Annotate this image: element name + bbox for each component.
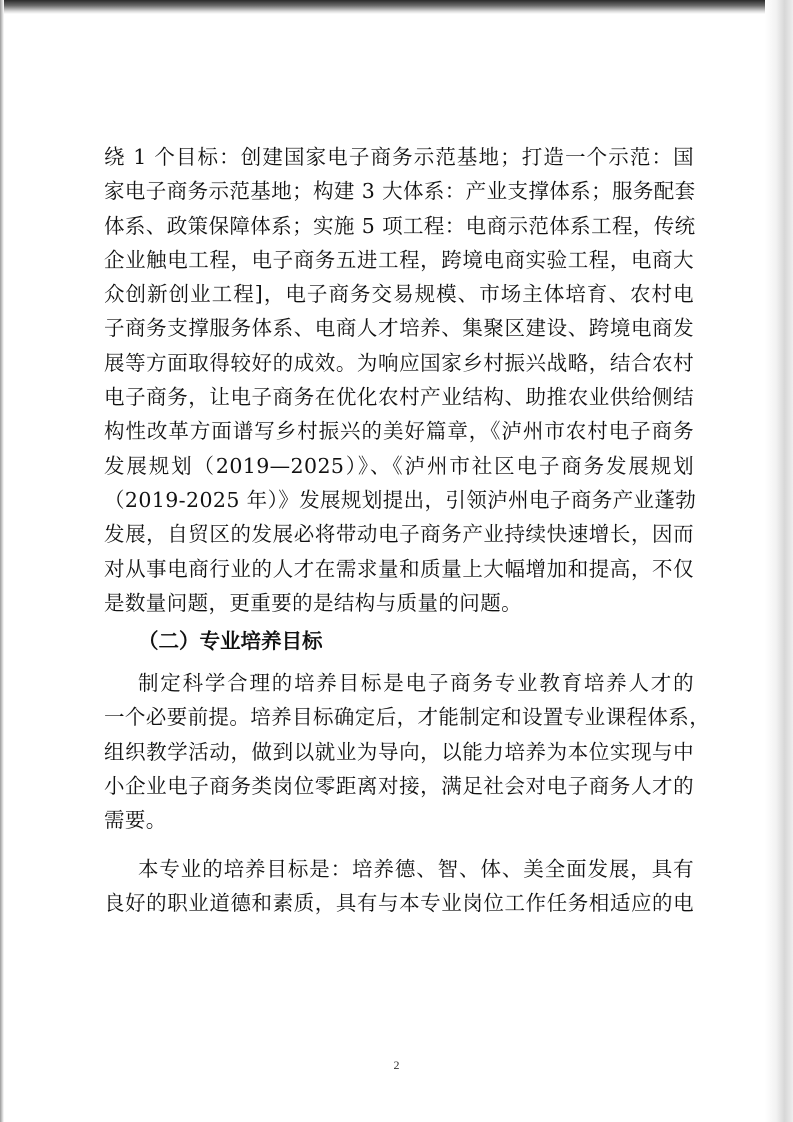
- text-line: 展等方面取得较好的成效。为响应国家乡村振兴战略，结合农村: [104, 350, 694, 375]
- scan-edge-top: [0, 0, 793, 14]
- paragraph-1: [104, 140, 697, 620]
- page-number: 2: [393, 1058, 400, 1072]
- paragraph-2: [104, 666, 711, 837]
- text-line: 家电子商务示范基地；构建 3 大体系：产业支撑体系；服务配套: [104, 179, 696, 204]
- text-line: 构性改革方面谱写乡村振兴的美好篇章，《泸州市农村电子商务: [104, 419, 694, 444]
- document-body: [104, 140, 711, 920]
- text-line: 电子商务，让电子商务在优化农村产业结构、助推农业供给侧结: [104, 385, 694, 410]
- scan-edge-left: [0, 0, 4, 1122]
- text-line: 绕 1 个目标：创建国家电子商务示范基地；打造一个示范：国: [104, 145, 694, 169]
- text-line: 需要。: [104, 808, 167, 833]
- text-line: 是数量问题，更重要的是结构与质量的问题。: [104, 590, 522, 615]
- text-line: 一个必要前提。培养目标确定后，才能制定和设置专业课程体系，: [104, 705, 711, 730]
- paragraph-3: [104, 852, 694, 921]
- text-line: 小企业电子商务类岗位零距离对接，满足社会对电子商务人才的: [104, 774, 694, 799]
- text-line: 本专业的培养目标是：培养德、智、体、美全面发展，具有: [138, 856, 694, 881]
- text-line: 众创新创业工程]，电子商务交易规模、市场主体培育、农村电: [104, 282, 694, 307]
- text-line: 制定科学合理的培养目标是电子商务专业教育培养人才的: [138, 671, 694, 696]
- text-line: 发展规划（2019—2025）》、《泸州市社区电子商务发展规划: [104, 453, 694, 478]
- text-line: 组织教学活动，做到以就业为导向，以能力培养为本位实现与中: [104, 739, 694, 764]
- scan-edge-right: [765, 0, 793, 1122]
- text-line: 体系、政策保障体系；实施 5 项工程：电商示范体系工程，传统: [104, 213, 696, 238]
- text-line: 子商务支撑服务体系、电商人才培养、集聚区建设、跨境电商发: [104, 316, 694, 341]
- text-line: 企业触电工程，电子商务五进工程，跨境电商实验工程，电商大: [104, 247, 694, 272]
- text-line: 发展，自贸区的发展必将带动电子商务产业持续快速增长，因而: [104, 522, 694, 547]
- text-line: 良好的职业道德和素质，具有与本专业岗位工作任务相适应的电: [104, 890, 694, 915]
- text-line: （2019-2025 年）》发展规划提出，引领泸州电子商务产业蓬勃: [104, 487, 697, 512]
- text-line: 对从事电商行业的人才在需求量和质量上大幅增加和提高，不仅: [104, 556, 694, 581]
- section-heading: （二）专业培养目标: [138, 629, 323, 654]
